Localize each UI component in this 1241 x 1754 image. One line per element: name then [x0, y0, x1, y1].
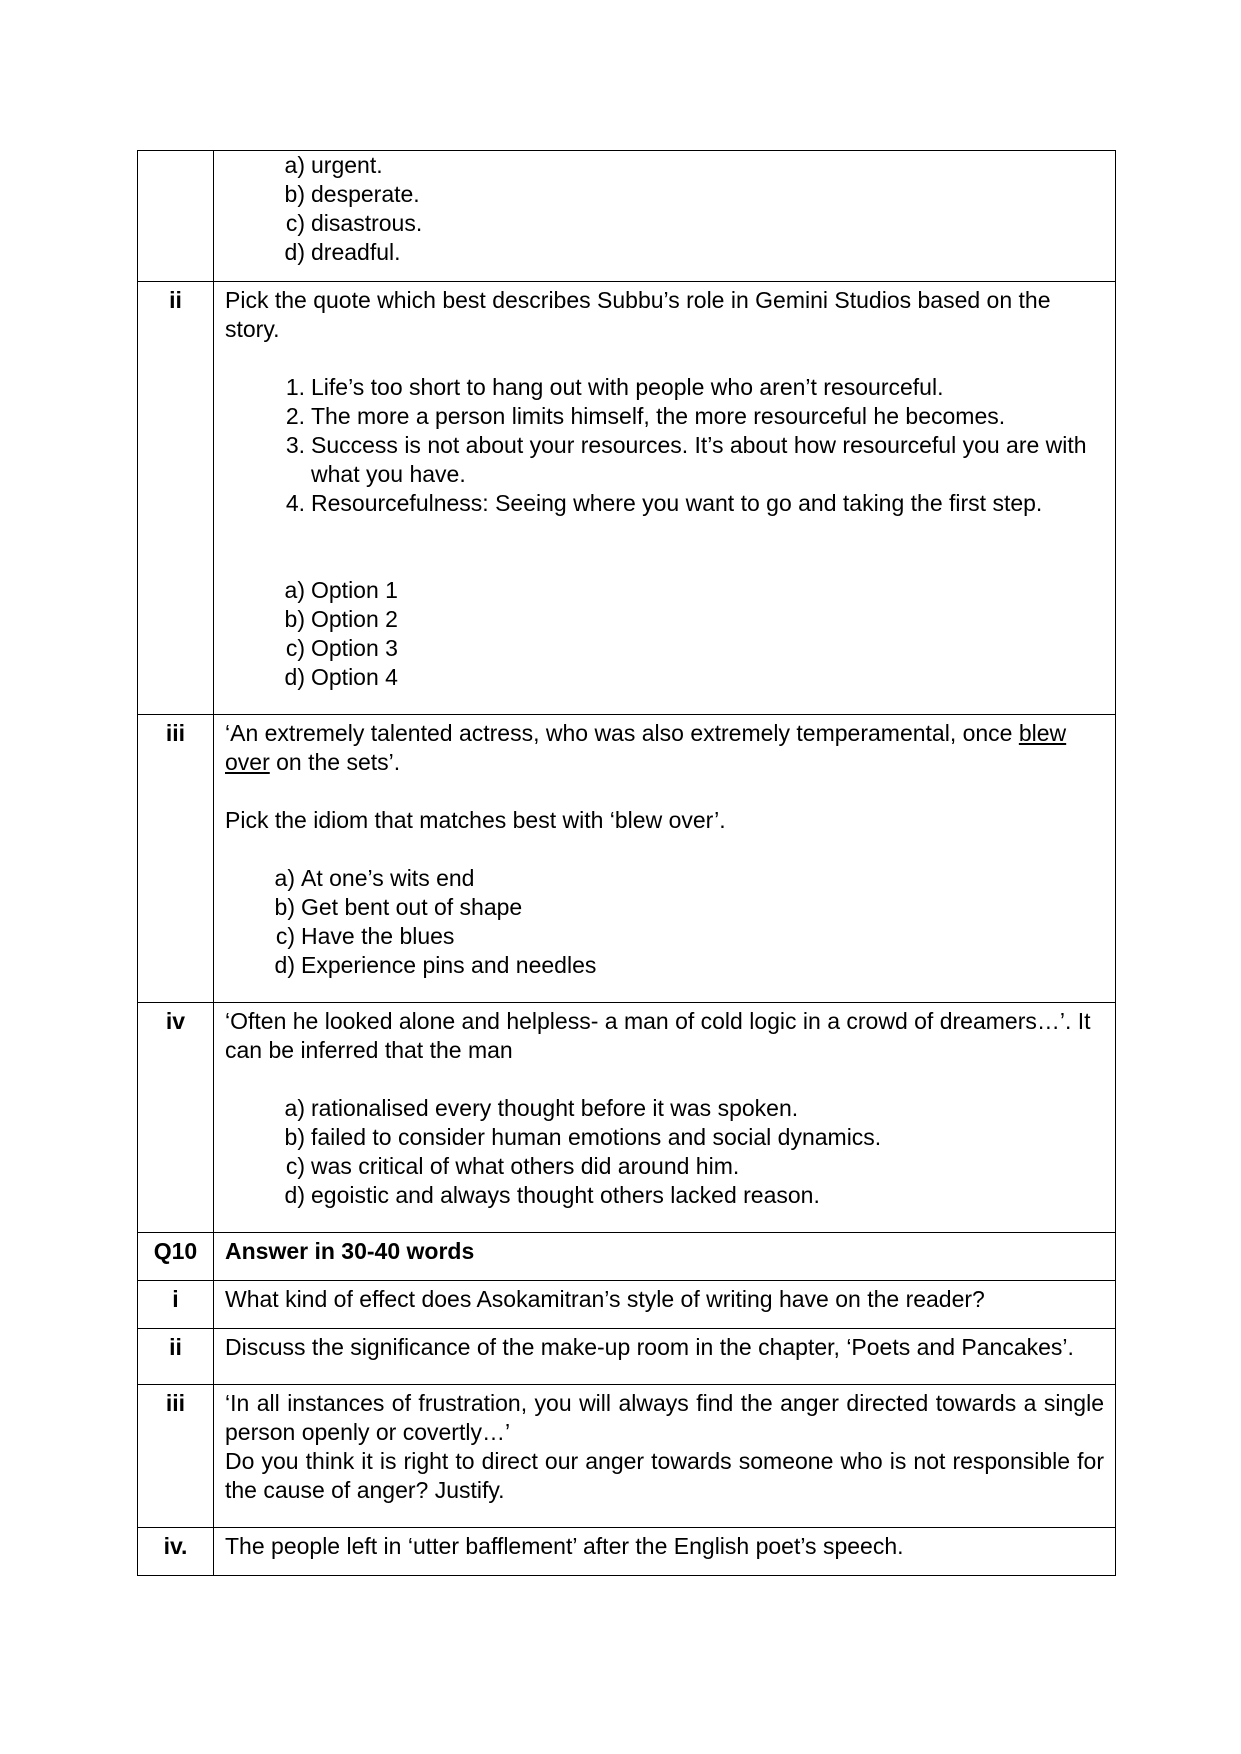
quote-item: 3. Success is not about your resources. It’s about how resourceful you are with what you have. [285, 432, 1087, 487]
question-quote: ‘In all instances of frustration, you will always find the anger directed towards a single person openly or covertly…’ [225, 1390, 1104, 1445]
option-item: d) egoistic and always thought others lacked reason. [284, 1182, 820, 1208]
option-item: a) At one’s wits end [274, 865, 475, 891]
q9-iii-row [138, 715, 1116, 1003]
question-instruction: Pick the idiom that matches best with ‘blew over’. [225, 807, 726, 833]
question-content-cell [214, 1281, 1116, 1329]
question-quote: ‘An extremely talented actress, who was also extremely temperamental, once blew over on the sets’. [225, 720, 1067, 775]
quote-item: 1. Life’s too short to hang out with people who aren’t resourceful. [285, 374, 944, 400]
question-content-cell [214, 1329, 1116, 1385]
question-text: What kind of effect does Asokamitran’s style of writing have on the reader? [225, 1286, 985, 1312]
option-item: d) Experience pins and needles [274, 952, 597, 978]
option-list [225, 151, 1104, 267]
question-number: iv. [138, 1528, 214, 1576]
q9-ii-row [138, 282, 1116, 715]
question-text: Discuss the significance of the make-up room in the chapter, ‘Poets and Pancakes’. [225, 1334, 1074, 1360]
option-item: b) Get bent out of shape [274, 894, 523, 920]
question-stem: Pick the quote which best describes Subbu’s role in Gemini Studios based on the story. [225, 287, 1051, 342]
question-content-cell [214, 1528, 1116, 1576]
option-item: b) desperate. [284, 181, 420, 207]
q10-i-row [138, 1281, 1116, 1329]
question-number: i [138, 1281, 214, 1329]
quote-item: 2. The more a person limits himself, the more resourceful he becomes. [285, 403, 1006, 429]
option-item: c) Have the blues [275, 923, 455, 949]
q9-iv-row [138, 1003, 1116, 1233]
question-number-cell [138, 151, 214, 282]
q10-ii-row [138, 1329, 1116, 1385]
question-stem: ‘Often he looked alone and helpless- a man of cold logic in a crowd of dreamers…’. It can be inferred that the man [225, 1008, 1091, 1063]
question-number: ii [138, 1329, 214, 1385]
question-number: iii [138, 715, 214, 1003]
option-item: d) dreadful. [284, 239, 401, 265]
q10-iv-row [138, 1528, 1116, 1576]
option-list [225, 864, 1104, 980]
option-item: d) Option 4 [284, 664, 398, 690]
question-paper-table [137, 150, 1116, 1576]
question-number: Q10 [138, 1233, 214, 1281]
question-content-cell [214, 282, 1116, 715]
option-item: a) urgent. [284, 152, 383, 178]
question-text: Do you think it is right to direct our anger towards someone who is not responsible for the cause of anger? Justify. [225, 1448, 1104, 1503]
option-list [225, 576, 1104, 692]
q10-iii-row [138, 1385, 1116, 1528]
option-item: c) was critical of what others did around him. [285, 1153, 740, 1179]
question-content-cell [214, 1385, 1116, 1528]
question-number: iv [138, 1003, 214, 1233]
question-text: The people left in ‘utter bafflement’ after the English poet’s speech. [225, 1533, 904, 1559]
option-item: c) Option 3 [285, 635, 398, 661]
quote-list [225, 373, 1104, 518]
option-item: a) rationalised every thought before it was spoken. [284, 1095, 799, 1121]
question-content-cell [214, 1003, 1116, 1233]
question-number: ii [138, 282, 214, 715]
option-item: b) Option 2 [284, 606, 398, 632]
question-content-cell [214, 151, 1116, 282]
question-content-cell [214, 715, 1116, 1003]
underlined-phrase: blew over [225, 720, 1067, 775]
option-item: c) disastrous. [285, 210, 423, 236]
quote-item: 4. Resourcefulness: Seeing where you want to go and taking the first step. [285, 490, 1043, 516]
question-number: iii [138, 1385, 214, 1528]
q9-continuation-row [138, 151, 1116, 282]
q10-heading-row [138, 1233, 1116, 1281]
option-list [225, 1094, 1104, 1210]
section-heading: Answer in 30-40 words [214, 1233, 1116, 1281]
option-item: a) Option 1 [284, 577, 398, 603]
option-item: b) failed to consider human emotions and social dynamics. [284, 1124, 882, 1150]
